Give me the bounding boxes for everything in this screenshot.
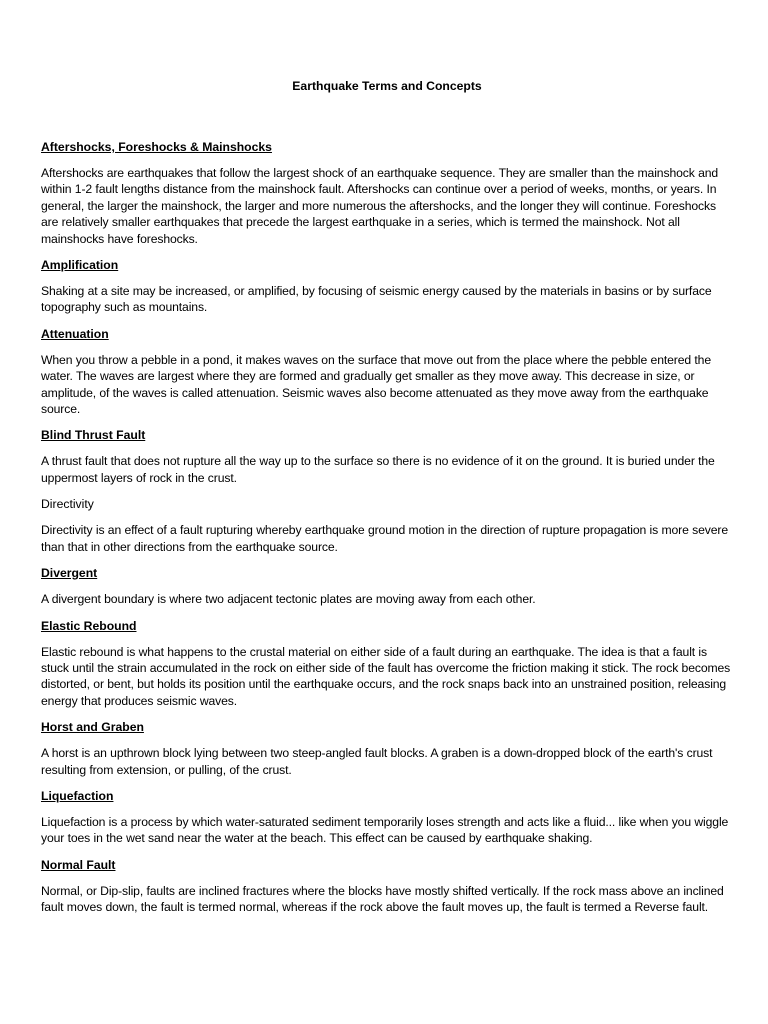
section-body: A divergent boundary is where two adjacent tectonic plates are moving away from each other. xyxy=(41,592,536,607)
section-body: A thrust fault that does not rupture all the way up to the surface so there is no evidence of it on the ground. It is buried under the uppermost layers of rock in the crust. xyxy=(41,454,715,485)
section-body: Liquefaction is a process by which water-saturated sediment temporarily loses strength and acts like a fluid... like when you wiggle your toes in the wet sand near the water at the beach. This effect can be caused by earthquake shaking. xyxy=(41,814,729,846)
section-amplification xyxy=(41,257,733,316)
section-heading: Normal Fault xyxy=(41,857,116,872)
document-page xyxy=(41,78,733,926)
section-body: Directivity is an effect of a fault rupturing whereby earthquake ground motion in the direction of rupture propagation is more severe than that in other directions from the earthquake source. xyxy=(41,523,728,554)
section-heading: Elastic Rebound xyxy=(41,618,137,633)
section-heading: Horst and Graben xyxy=(41,720,144,735)
document-title: Earthquake Terms and Concepts xyxy=(292,79,482,93)
section-heading: Directivity xyxy=(41,497,94,512)
section-body: Shaking at a site may be increased, or amplified, by focusing of seismic energy caused by the materials in basins or by surface topography such as mountains. xyxy=(41,284,712,315)
section-elastic-rebound xyxy=(41,618,733,710)
section-aftershocks xyxy=(41,139,733,247)
section-heading: Aftershocks, Foreshocks & Mainshocks xyxy=(41,140,272,154)
section-liquefaction xyxy=(41,788,733,847)
section-directivity xyxy=(41,496,733,555)
section-horst-and-graben xyxy=(41,719,733,778)
section-body: A horst is an upthrown block lying between two steep-angled fault blocks. A graben is a down-dropped block of the earth's crust resulting from extension, or pulling, of the crust. xyxy=(41,746,713,777)
section-heading: Amplification xyxy=(41,258,119,273)
section-normal-fault xyxy=(41,857,733,916)
section-body: Elastic rebound is what happens to the crustal material on either side of a fault during an earthquake. The idea is that a fault is stuck until the strain accumulated in the rock on either side of the fault has overcome the friction making it stick. The rock becomes distorted, or bent, but holds its position until the earthquake occurs, and the rock snaps back into an unstrained position, releasing energy that produces seismic waves. xyxy=(41,644,731,708)
section-heading: Attenuation xyxy=(41,326,109,341)
section-heading: Liquefaction xyxy=(41,788,114,803)
section-heading: Divergent xyxy=(41,566,98,581)
section-blind-thrust-fault xyxy=(41,427,733,486)
section-body: Normal, or Dip-slip, faults are inclined fractures where the blocks have mostly shifted vertically. If the rock mass above an inclined fault moves down, the fault is termed normal, whereas if the rock above the fault moves up, the fault is termed a Reverse fault. xyxy=(41,883,724,915)
section-body: When you throw a pebble in a pond, it makes waves on the surface that move out from the place where the pebble entered the water. The waves are largest where they are formed and gradually get smaller as they move away. This decrease in size, or amplitude, of the waves is called attenuation. Seismic waves also become attenuated as they move away from the earthquake source. xyxy=(41,352,711,417)
section-divergent xyxy=(41,565,733,607)
section-attenuation xyxy=(41,326,733,418)
section-body: Aftershocks are earthquakes that follow the largest shock of an earthquake sequence. They are smaller than the mainshock and within 1-2 fault lengths distance from the mainshock fault. Aftershocks can continue over a period of weeks, months, or years. In general, the larger the mainshock, the larger and more numerous the aftershocks, and the longer they will continue. Foreshocks are relatively smaller earthquakes that precede the largest earthquake in a series, which is termed the mainshock. Not all mainshocks have foreshocks. xyxy=(41,166,719,246)
section-heading: Blind Thrust Fault xyxy=(41,428,146,443)
